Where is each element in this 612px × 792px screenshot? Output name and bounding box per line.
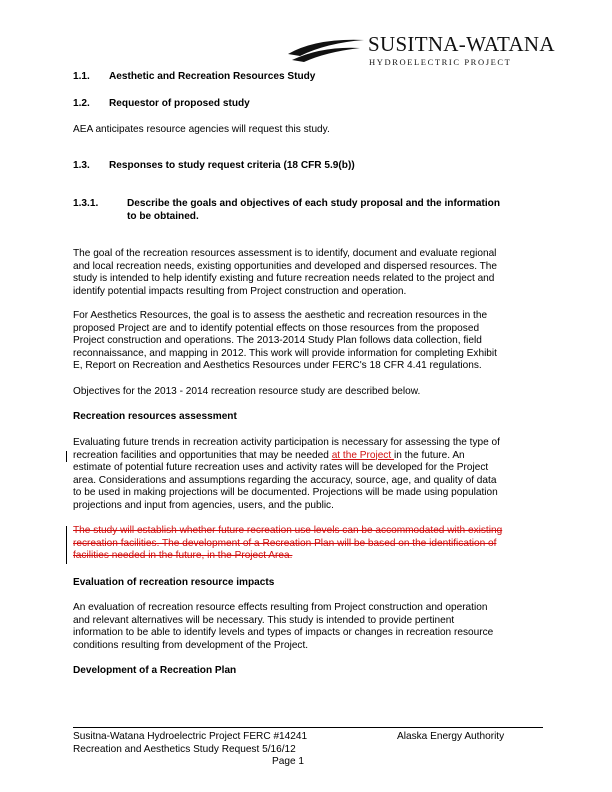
section-1-3-1-number: 1.3.1. <box>73 198 99 209</box>
requestor-text: AEA anticipates resource agencies will request this study. <box>73 124 330 135</box>
recreation-plan-heading: Development of a Recreation Plan <box>73 665 237 676</box>
section-1-2-number: 1.2. <box>73 98 90 109</box>
footer-divider <box>73 727 543 728</box>
page-number: Page 1 <box>272 756 304 767</box>
evaluation-heading: Evaluation of recreation resource impacts <box>73 577 275 588</box>
change-bar <box>66 451 67 462</box>
section-number: 1.1. <box>73 71 90 82</box>
objectives-paragraph: Objectives for the 2013 - 2014 recreation resource study are described below. <box>73 386 421 397</box>
section-1-1-heading <box>73 71 90 82</box>
footer-request: Recreation and Aesthetics Study Request 5/16/12 <box>73 743 296 755</box>
recreation-assessment-paragraph: Evaluating future trends in recreation activity participation is necessary for assessing the type of recreation facilities and opportunities that may be needed at the Project in the future. An estimate of potential future recreation uses and activity rates will be developed for the Project area. Considerations and assumptions regarding the accuracy, source, age, and quality of data to be used in making projections will be documented. Projections will be made using population projections and input from agencies, users, and the public. <box>73 437 500 511</box>
section-1-3-title: Responses to study request criteria (18 CFR 5.9(b)) <box>109 160 355 171</box>
logo-subtitle: HYDROELECTRIC PROJECT <box>369 57 512 67</box>
inserted-text: at the Project <box>331 449 394 461</box>
deleted-paragraph: The study will establish whether future recreation use levels can be accommodated with existing recreation facilities. The development of a Recreation Plan will be based on the identification of facilities needed in the future, in the Project Area. <box>73 525 503 562</box>
aesthetics-paragraph: For Aesthetics Resources, the goal is to assess the aesthetic and recreation resources in the proposed Project are and to identify potential effects on those resources from the proposed Project construction and operations. The 2013-2014 Study Plan follows data collection, field reconnaissance, and mapping in 2012. This work will provide information for completing Exhibit E, Report on Recreation and Aesthetics Resources under FERC's 18 CFR 4.41 regulations. <box>73 310 497 372</box>
footer-right: Alaska Energy Authority <box>397 731 505 742</box>
footer-left <box>73 731 307 756</box>
logo-title: SUSITNA-WATANA <box>368 32 555 56</box>
goal-paragraph: The goal of the recreation resources assessment is to identify, document and evaluate regional and local recreation needs, existing opportunities and developed and dispersed resources. The study is intended to help identify existing and future recreation needs related to the project and identify potential impacts resulting from Project construction and operation. <box>73 248 498 297</box>
change-bar <box>66 526 67 564</box>
section-1-2-title: Requestor of proposed study <box>109 98 250 109</box>
project-logo <box>286 28 555 73</box>
section-1-3-number: 1.3. <box>73 160 90 171</box>
logo-swoosh-icon <box>286 34 366 64</box>
section-1-1-title: Aesthetic and Recreation Resources Study <box>109 71 316 82</box>
recreation-assessment-heading: Recreation resources assessment <box>73 411 237 422</box>
evaluation-paragraph: An evaluation of recreation resource effects resulting from Project construction and operation and relevant alternatives will be necessary. This study is intended to provide pertinent information to be able to identify levels and types of impacts or changes in recreation resource conditions resulting from development of the Project. <box>73 602 494 651</box>
footer-project: Susitna-Watana Hydroelectric Project FERC #14241 <box>73 731 308 742</box>
section-1-3-1-title: Describe the goals and objectives of each study proposal and the information to be obtained. <box>127 198 500 222</box>
